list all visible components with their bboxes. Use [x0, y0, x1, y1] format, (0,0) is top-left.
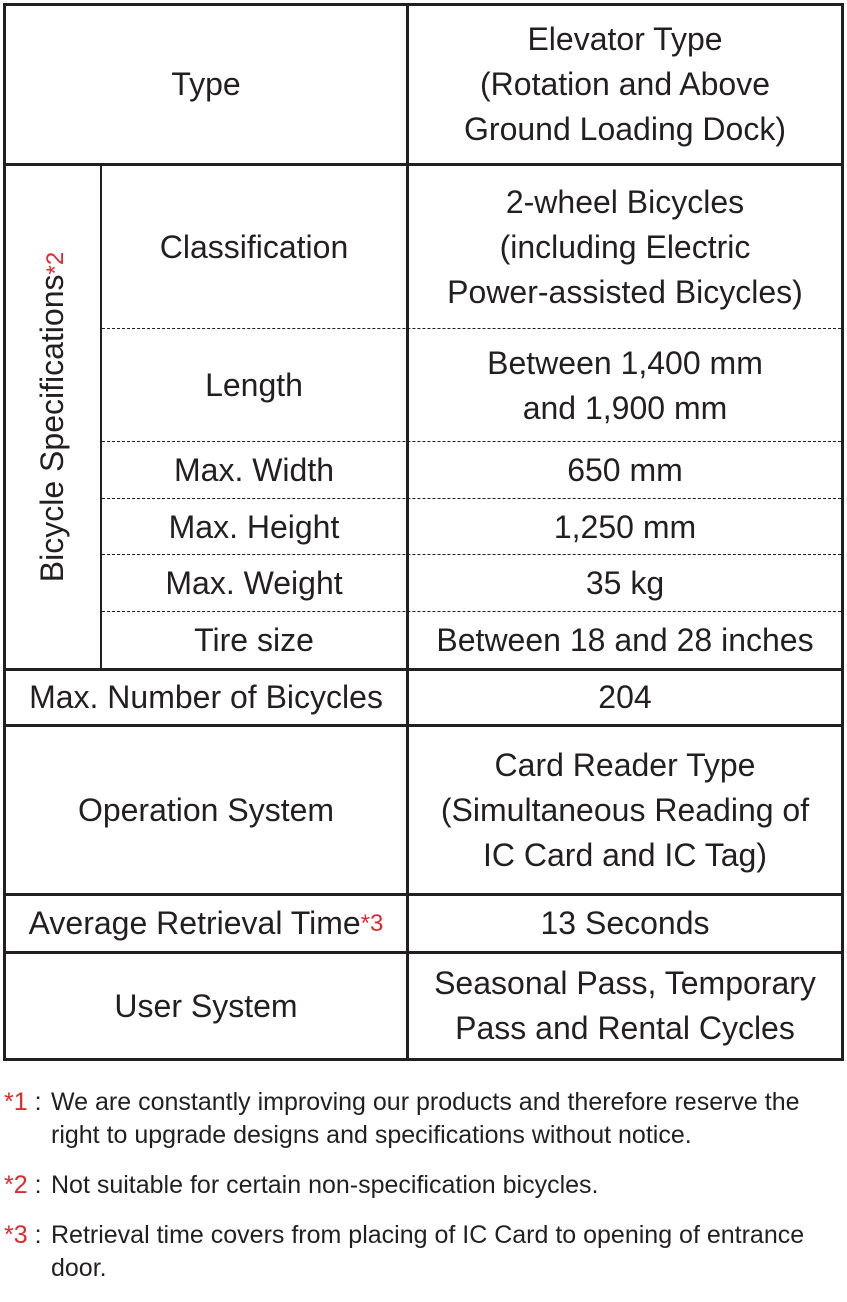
- max-weight-label: Max. Weight: [165, 565, 343, 601]
- classification-label: Classification: [159, 229, 349, 265]
- max-height-label: Max. Height: [168, 508, 340, 545]
- type-label: Type: [171, 66, 241, 102]
- retrieval-time-label-text: Average Retrieval Time: [28, 905, 361, 941]
- footnote-text: Retrieval time covers from placing of IC Card to opening of entrance door.: [51, 1221, 805, 1282]
- max-width-label: Max. Width: [173, 452, 335, 488]
- footnote-text: Not suitable for certain non-specification bicycles.: [51, 1171, 599, 1199]
- user-system-label: User System: [114, 987, 298, 1024]
- retrieval-time-note-ref: *3: [360, 910, 384, 937]
- footnote-mark: *1: [4, 1088, 28, 1116]
- bicycle-specs-note-ref: *2: [42, 251, 69, 275]
- footnote-1: *1 : We are constantly improving our products and therefore reserve the right to upgrade designs and specifications without notice.: [4, 1088, 800, 1149]
- dashed-divider: [102, 328, 841, 329]
- row-divider: [6, 668, 841, 671]
- tire-size-label: Tire size: [194, 621, 314, 658]
- footnotes: [4, 1086, 842, 1302]
- dashed-divider: [102, 611, 841, 612]
- footnote-3: *3 : Retrieval time covers from placing of IC Card to opening of entrance door.: [4, 1221, 805, 1282]
- dashed-divider: [102, 554, 841, 555]
- row-divider: [6, 163, 841, 166]
- max-width-value: 650 mm: [567, 452, 683, 488]
- spec-table: [3, 3, 844, 1061]
- row-divider: [6, 893, 841, 896]
- classification-value: 2-wheel Bicycles (including Electric Power-assisted Bicycles): [447, 184, 803, 310]
- max-bicycles-label: Max. Number of Bicycles: [29, 679, 383, 715]
- footnote-text: We are constantly improving our products and therefore reserve the right to upgrade designs and specifications without notice.: [51, 1088, 800, 1149]
- operation-system-label: Operation System: [77, 791, 335, 828]
- retrieval-time-label: [6, 896, 406, 951]
- footnote-mark: *2: [4, 1171, 28, 1199]
- row-divider: [6, 724, 841, 727]
- type-value: Elevator Type (Rotation and Above Ground Loading Dock): [464, 21, 786, 147]
- row-divider: [6, 951, 841, 954]
- footnote-2: *2 : Not suitable for certain non-specification bicycles.: [4, 1171, 599, 1199]
- max-weight-value: 35 kg: [585, 565, 665, 601]
- group-divider: [100, 166, 102, 668]
- length-label: Length: [205, 367, 303, 403]
- length-value: Between 1,400 mm and 1,900 mm: [487, 344, 763, 426]
- max-height-value: 1,250 mm: [553, 508, 697, 545]
- bicycle-specs-label-text: Bicycle Specifications: [34, 274, 70, 583]
- tire-size-value: Between 18 and 28 inches: [436, 621, 814, 658]
- dashed-divider: [102, 441, 841, 442]
- footnote-mark: *3: [4, 1221, 28, 1249]
- user-system-value: Seasonal Pass, Temporary Pass and Rental Cycles: [434, 965, 816, 1046]
- dashed-divider: [102, 498, 841, 499]
- operation-system-value: Card Reader Type (Simultaneous Reading of IC Card and IC Tag): [440, 746, 810, 873]
- bicycle-specs-group-label: [6, 166, 102, 668]
- retrieval-time-value: 13 Seconds: [540, 905, 710, 941]
- max-bicycles-value: 204: [598, 679, 652, 715]
